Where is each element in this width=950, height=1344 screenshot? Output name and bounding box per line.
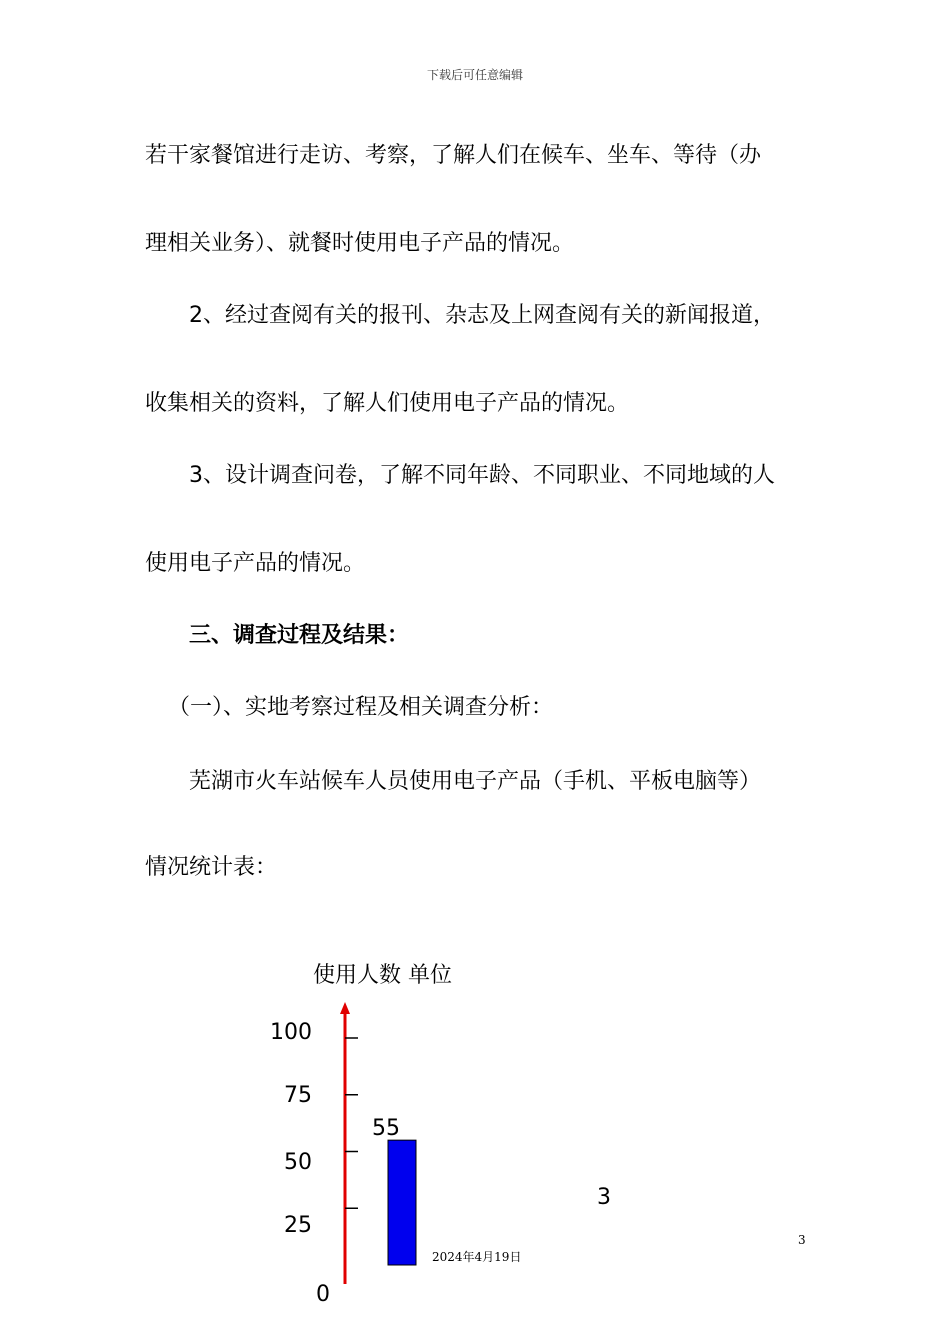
y-tick-label-50: 50 — [284, 1150, 312, 1175]
date-text: 2024年4月19日 — [432, 1250, 522, 1264]
table-intro-line-2: 情况统计表： — [145, 855, 278, 880]
subsection-heading: （一）、实地考察过程及相关调查分析： — [168, 695, 554, 720]
body-line-3: 2、经过查阅有关的报刊、杂志及上网查阅有关的新闻报道， — [189, 303, 775, 328]
y-tick-label-100: 100 — [270, 1020, 312, 1045]
page-header: 下载后可任意编辑 — [426, 68, 523, 82]
stray-number: 3 — [597, 1185, 611, 1210]
body-line-1: 若干家餐馆进行走访、考察，了解人们在候车、坐车、等待（办 — [145, 143, 762, 168]
body-line-6: 使用电子产品的情况。 — [145, 551, 366, 576]
body-line-4: 收集相关的资料，了解人们使用电子产品的情况。 — [145, 391, 630, 416]
body-line-5: 3、设计调查问卷，了解不同年龄、不同职业、不同地域的人 — [189, 463, 775, 488]
chart-y-label: 使用人数 单位 — [313, 963, 452, 988]
y-tick-label-75: 75 — [284, 1083, 312, 1108]
bar-data-label: 55 — [372, 1116, 400, 1141]
y-axis-arrowhead — [340, 1002, 350, 1014]
page-number: 3 — [798, 1233, 806, 1247]
body-line-2: 理相关业务）、就餐时使用电子产品的情况。 — [145, 231, 575, 256]
y-tick-label-25: 25 — [284, 1213, 312, 1238]
table-intro-line-1: 芜湖市火车站候车人员使用电子产品（手机、平板电脑等） — [189, 769, 762, 794]
y-tick-label-0: 0 — [316, 1282, 330, 1307]
section-heading: 三、调查过程及结果： — [189, 623, 410, 648]
bar — [388, 1140, 416, 1265]
